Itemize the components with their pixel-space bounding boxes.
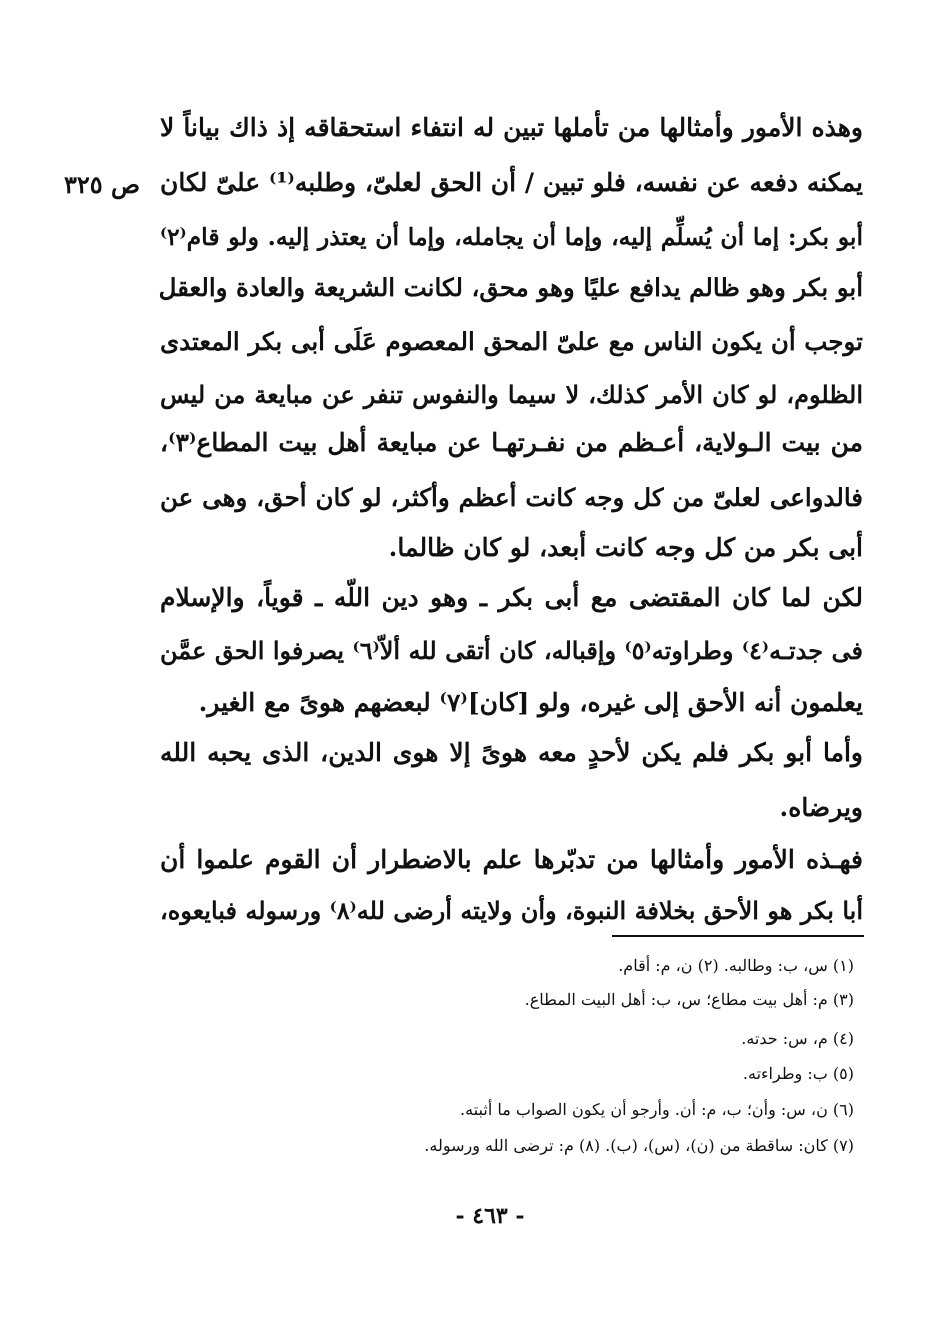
body-line: توجب أن يكون الناس مع علىّ المحق المعصوم عَلَى أبى بكر المعتدى	[160, 327, 863, 356]
body-line: ويرضاه.	[779, 793, 863, 822]
footnote-separator	[612, 935, 864, 937]
body-line: أبو بكر: إما أن يُسلِّم إليه، وإما أن يجامله، وإما أن يعتذر إليه. ولو قام⁽٢⁾	[160, 223, 863, 251]
footnote: (٧) كان: ساقطة من (ن)، (س)، (ب). (٨) م: ترضى الله ورسوله.	[424, 1136, 854, 1155]
body-line: يمكنه دفعه عن نفسه، فلو تبين / أن الحق لعلىّ، وطلبه⁽¹⁾ علىّ لكان	[160, 168, 863, 197]
body-line: يعلمون أنه الأحق إلى غيره، ولو [كان]⁽٧⁾ لبعضهم هوىً مع الغير.	[198, 688, 863, 717]
margin-page-reference: ص ٣٢٥	[63, 170, 140, 199]
body-line: فى جدتـه⁽٤⁾ وطراوته⁽٥⁾ وإقباله، كان أتقى لله ألاّ⁽٦⁾ يصرفوا الحق عمَّن	[160, 636, 863, 665]
body-line: الظلوم، لو كان الأمر كذلك، لا سيما والنفوس تنفر عن مبايعة من ليس	[160, 380, 863, 409]
page-number: - ٤٦٣ -	[455, 1203, 525, 1229]
body-line: من بيت الـولاية، أعـظم من نفـرتهـا عن مبايعة أهل بيت المطاع⁽٣⁾،	[160, 428, 863, 457]
body-line: وأما أبو بكر فلم يكن لأحدٍ معه هوىً إلا هوى الدين، الذى يحبه الله	[160, 738, 863, 767]
body-line: وهذه الأمور وأمثالها من تأملها تبين له انتفاء استحقاقه إذ ذاك بياناً لا	[160, 113, 863, 142]
body-line: لكن لما كان المقتضى مع أبى بكر ـ وهو دين اللّه ـ قوياً، والإسلام	[160, 583, 863, 612]
footnote: (١) س، ب: وطالبه. (٢) ن، م: أقام.	[618, 956, 854, 975]
body-line: أبا بكر هو الأحق بخلافة النبوة، وأن ولايته أرضى لله⁽٨⁾ ورسوله فبايعوه،	[160, 896, 863, 925]
footnote: (٤) م، س: حدته.	[741, 1029, 854, 1048]
body-line: فالدواعى لعلىّ من كل وجه كانت أعظم وأكثر، لو كان أحق، وهى عن	[160, 483, 863, 512]
body-line: أبى بكر من كل وجه كانت أبعد، لو كان ظالما.	[388, 533, 863, 562]
footnote: (٥) ب: وطراءته.	[742, 1064, 854, 1083]
footnote: (٣) م: أهل بيت مطاع؛ س، ب: أهل البيت المطاع.	[524, 990, 854, 1009]
body-line: فهـذه الأمور وأمثالها من تدبّرها علم بالاضطرار أن القوم علموا أن	[160, 845, 863, 874]
body-line: أبو بكر وهو ظالم يدافع عليًا وهو محق، لكانت الشريعة والعادة والعقل	[158, 273, 863, 302]
footnote: (٦) ن، س: وأن؛ ب، م: أن. وأرجو أن يكون الصواب ما أثبته.	[460, 1100, 854, 1119]
